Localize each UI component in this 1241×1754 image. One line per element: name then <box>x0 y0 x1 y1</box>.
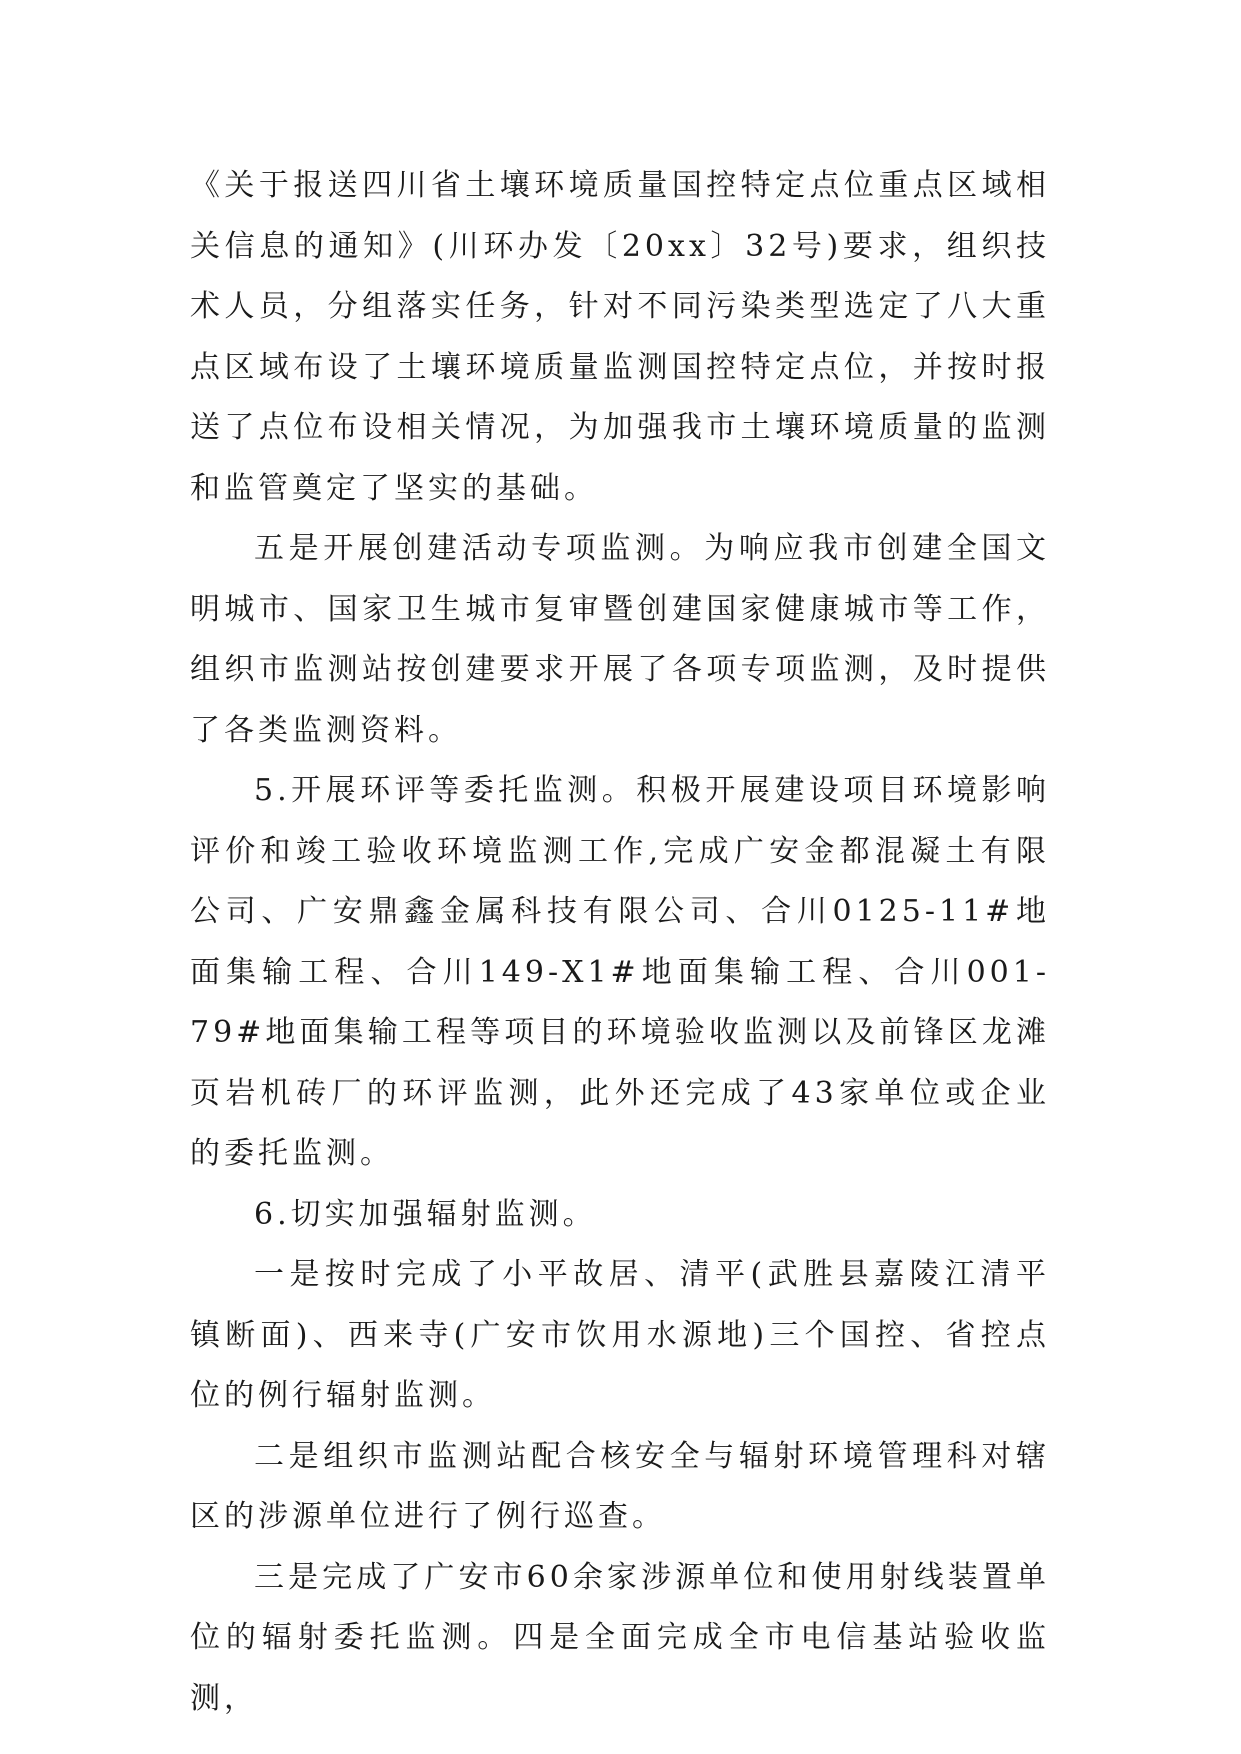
paragraph-radiation-entrusted: 三是完成了广安市60余家涉源单位和使用射线装置单位的辐射委托监测。四是全面完成全市电信基站验收监测， <box>190 1559 1050 1716</box>
document-body <box>190 156 1050 1729</box>
paragraph-soil-monitoring: 《关于报送四川省土壤环境质量国控特定点位重点区域相关信息的通知》(川环办发〔20xx〕32号)要求，组织技术人员，分组落实任务，针对不同污染类型选定了八大重点区域布设了土壤环境质量监测国控特定点位，并按时报送了点位布设相关情况，为加强我市土壤环境质量的监测和监管奠定了坚实的基础。 <box>190 168 1050 506</box>
paragraph-radiation-heading: 6.切实加强辐射监测。 <box>254 1196 597 1232</box>
paragraph-routine-inspection: 二是组织市监测站配合核安全与辐射环境管理科对辖区的涉源单位进行了例行巡查。 <box>190 1438 1050 1534</box>
paragraph-routine-radiation: 一是按时完成了小平故居、清平(武胜县嘉陵江清平镇断面)、西来寺(广安市饮用水源地)三个国控、省控点位的例行辐射监测。 <box>190 1257 1050 1413</box>
paragraph-creation-activity-monitoring: 五是开展创建活动专项监测。为响应我市创建全国文明城市、国家卫生城市复审暨创建国家健康城市等工作，组织市监测站按创建要求开展了各项专项监测，及时提供了各类监测资料。 <box>190 531 1050 748</box>
paragraph-eia-entrusted-monitoring: 5.开展环评等委托监测。积极开展建设项目环境影响评价和竣工验收环境监测工作,完成广安金都混凝土有限公司、广安鼎鑫金属科技有限公司、合川0125-11#地面集输工程、合川149-X1#地面集输工程、合川001-79#地面集输工程等项目的环境验收监测以及前锋区龙滩页岩机砖厂的环评监测，此外还完成了43家单位或企业的委托监测。 <box>190 773 1050 1171</box>
